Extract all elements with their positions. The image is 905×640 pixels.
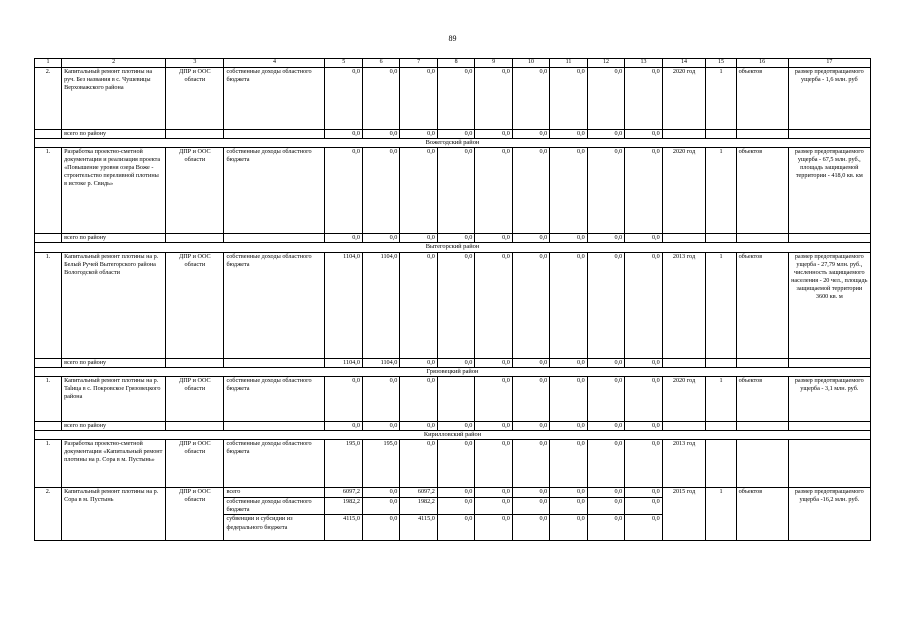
total-value: 0,0 [550,358,587,367]
funding-value: 0,0 [587,488,624,498]
funding-value: 0,0 [475,498,512,515]
cell-empty [224,358,325,367]
funding-value: 0,0 [475,440,512,488]
total-value: 0,0 [437,129,474,138]
funding-value: 0,0 [587,376,624,421]
funding-value: 0,0 [325,148,362,234]
total-value: 0,0 [437,234,474,243]
total-value: 1104,0 [362,358,399,367]
district-title: Вожегодский район [35,138,871,147]
cell-empty [224,129,325,138]
cell-empty [35,234,62,243]
funding-value: 0,0 [475,252,512,358]
expected-result: размер предотвращаемого ущерба - 67,5 млн. руб., площадь защищаемой территории - 418,0 кв. км [788,148,870,234]
funding-value: 0,0 [550,148,587,234]
funding-value: 0,0 [512,498,549,515]
total-label: всего по району [62,234,166,243]
row-number: 1. [35,440,62,488]
cell-empty [35,358,62,367]
object-unit: объектов [736,67,788,129]
object-unit: объектов [736,252,788,358]
total-value: 0,0 [475,421,512,430]
funding-source: собственные доходы областного бюджета [224,498,325,515]
funding-value: 0,0 [512,488,549,498]
funding-value: 4115,0 [325,515,362,541]
funding-value [437,376,474,421]
funding-value: 0,0 [512,515,549,541]
total-value: 0,0 [400,358,437,367]
cell-empty [35,421,62,430]
executor: ДПР и ООС области [166,440,224,488]
funding-value: 0,0 [400,148,437,234]
total-value: 0,0 [325,421,362,430]
funding-value: 0,0 [512,440,549,488]
funding-value: 0,0 [437,67,474,129]
funding-value: 0,0 [362,67,399,129]
executor: ДПР и ООС области [166,148,224,234]
funding-source: собственные доходы областного бюджета [224,440,325,488]
total-value: 0,0 [512,358,549,367]
funding-value: 0,0 [475,376,512,421]
total-value: 0,0 [512,234,549,243]
expected-result: размер предотвращаемого ущерба - 27,79 млн. руб., численность защищаемого населения - 20 чел., площадь защищаемой территории 3600 кв. м [788,252,870,358]
cell-empty [788,234,870,243]
object-unit: объектов [736,488,788,541]
object-count: 1 [706,67,736,129]
funding-value: 0,0 [475,67,512,129]
district-header-row [35,138,871,147]
funding-value: 0,0 [625,498,662,515]
funding-value: 0,0 [325,376,362,421]
cell-empty [736,234,788,243]
measure-name: Капитальный ремонт плотины на р. Сора в м. Пустынь [62,488,166,541]
column-number: 2 [62,59,166,68]
total-value: 0,0 [625,234,662,243]
measure-row [35,376,871,421]
row-number: 1. [35,252,62,358]
row-number: 2. [35,488,62,541]
total-label: всего по району [62,358,166,367]
measure-name: Капитальный ремонт плотины на руч. Без названия в с. Чушевицы Верховажского района [62,67,166,129]
total-value: 0,0 [587,234,624,243]
funding-value: 0,0 [362,515,399,541]
total-value: 0,0 [550,421,587,430]
cell-empty [788,129,870,138]
object-unit: объектов [736,376,788,421]
total-value: 0,0 [400,234,437,243]
total-value: 0,0 [362,129,399,138]
funding-value: 0,0 [550,376,587,421]
district-total-row [35,129,871,138]
column-number: 13 [625,59,662,68]
measure-name: Разработка проектно-сметной документации и реализация проекта «Повышение уровня озера Воже - строительство переливной плотины в истоке р. Свидь» [62,148,166,234]
column-number: 5 [325,59,362,68]
total-value: 0,0 [625,129,662,138]
funding-value: 0,0 [550,488,587,498]
funding-value: 0,0 [362,376,399,421]
funding-value: 0,0 [475,148,512,234]
object-count: 1 [706,148,736,234]
funding-value: 0,0 [587,498,624,515]
program-table [34,58,871,541]
funding-value: 0,0 [475,488,512,498]
funding-value: 0,0 [625,252,662,358]
funding-value: 0,0 [325,67,362,129]
total-value: 0,0 [437,421,474,430]
total-value: 0,0 [400,129,437,138]
cell-empty [662,421,706,430]
funding-value: 0,0 [625,515,662,541]
funding-value: 0,0 [587,515,624,541]
cell-empty [736,421,788,430]
expected-result: размер предотвращаемого ущерба -16,2 млн. руб. [788,488,870,541]
column-number: 10 [512,59,549,68]
funding-value: 0,0 [550,252,587,358]
district-total-row [35,421,871,430]
total-value: 0,0 [475,358,512,367]
measure-row [35,252,871,358]
funding-value: 0,0 [362,488,399,498]
total-label: всего по району [62,421,166,430]
funding-source: собственные доходы областного бюджета [224,148,325,234]
district-title: Вытегорский район [35,243,871,252]
district-title: Кирилловский район [35,431,871,440]
cell-empty [736,129,788,138]
cell-empty [706,234,736,243]
funding-value: 0,0 [587,440,624,488]
measure-row [35,148,871,234]
cell-empty [35,129,62,138]
total-label: всего по району [62,129,166,138]
district-header-row [35,367,871,376]
column-number: 6 [362,59,399,68]
district-total-row [35,358,871,367]
funding-value: 0,0 [512,252,549,358]
funding-value: 0,0 [625,376,662,421]
cell-empty [224,234,325,243]
measure-row [35,488,871,498]
total-value: 0,0 [550,129,587,138]
executor: ДПР и ООС области [166,488,224,541]
object-count [706,440,736,488]
column-number: 16 [736,59,788,68]
column-number: 1 [35,59,62,68]
funding-value: 0,0 [625,488,662,498]
cell-empty [662,234,706,243]
funding-value: 0,0 [625,67,662,129]
object-count: 1 [706,252,736,358]
measure-row [35,67,871,129]
funding-source: собственные доходы областного бюджета [224,252,325,358]
funding-value: 0,0 [400,67,437,129]
cell-empty [706,129,736,138]
funding-source: собственные доходы областного бюджета [224,376,325,421]
cell-empty [662,358,706,367]
total-value: 0,0 [475,129,512,138]
completion-year: 2013 год [662,252,706,358]
district-title: Грязовецкий район [35,367,871,376]
funding-value: 0,0 [625,440,662,488]
object-count: 1 [706,488,736,541]
district-total-row [35,234,871,243]
funding-value: 0,0 [437,252,474,358]
total-value: 0,0 [587,421,624,430]
funding-value: 0,0 [362,148,399,234]
funding-value: 0,0 [475,515,512,541]
column-number: 7 [400,59,437,68]
funding-value: 1982,2 [400,498,437,515]
cell-empty [736,358,788,367]
column-number: 8 [437,59,474,68]
expected-result: размер предотвращаемого ущерба - 3,1 млн. руб. [788,376,870,421]
measure-row [35,440,871,488]
row-number: 1. [35,148,62,234]
object-unit: объектов [736,148,788,234]
funding-value: 0,0 [437,498,474,515]
funding-value: 4115,0 [400,515,437,541]
funding-value: 195,0 [362,440,399,488]
completion-year: 2013 год [662,440,706,488]
funding-value: 0,0 [550,515,587,541]
funding-source: всего [224,488,325,498]
row-number: 1. [35,376,62,421]
total-value: 0,0 [400,421,437,430]
total-value: 0,0 [325,129,362,138]
total-value: 0,0 [362,421,399,430]
column-number: 15 [706,59,736,68]
funding-source: собственные доходы областного бюджета [224,67,325,129]
total-value: 0,0 [625,358,662,367]
funding-value: 0,0 [512,148,549,234]
funding-value: 0,0 [362,498,399,515]
funding-value: 0,0 [400,252,437,358]
column-number: 3 [166,59,224,68]
measure-name: Капитальный ремонт плотины на р. Talица в с. Покровское Грязовецкого района [62,376,166,421]
expected-result: размер предотвращаемого ущерба - 1,6 млн. руб [788,67,870,129]
expected-result [788,440,870,488]
funding-value: 0,0 [437,148,474,234]
row-number: 2. [35,67,62,129]
funding-value: 0,0 [550,498,587,515]
cell-empty [166,234,224,243]
cell-empty [706,421,736,430]
cell-empty [166,129,224,138]
total-value: 0,0 [325,234,362,243]
total-value: 0,0 [475,234,512,243]
district-header-row [35,243,871,252]
funding-value: 0,0 [587,252,624,358]
total-value: 1104,0 [325,358,362,367]
completion-year: 2020 год [662,148,706,234]
column-number-row [35,59,871,68]
funding-value: 0,0 [437,515,474,541]
executor: ДПР и ООС области [166,376,224,421]
cell-empty [788,358,870,367]
funding-value: 0,0 [587,148,624,234]
funding-value: 0,0 [437,440,474,488]
column-number: 17 [788,59,870,68]
column-number: 14 [662,59,706,68]
object-count: 1 [706,376,736,421]
executor: ДПР и ООС области [166,67,224,129]
funding-value: 0,0 [400,376,437,421]
funding-source: субвенции и субсидии из федерального бюджета [224,515,325,541]
cell-empty [224,421,325,430]
funding-value: 0,0 [512,376,549,421]
completion-year: 2015 год [662,488,706,541]
total-value: 0,0 [587,358,624,367]
funding-value: 0,0 [625,148,662,234]
column-number: 11 [550,59,587,68]
cell-empty [662,129,706,138]
total-value: 0,0 [362,234,399,243]
total-value: 0,0 [512,421,549,430]
column-number: 9 [475,59,512,68]
cell-empty [706,358,736,367]
funding-value: 1104,0 [362,252,399,358]
measure-name: Капитальный ремонт плотины на р. Белый Ручей Вытегорского района Вологодской области [62,252,166,358]
column-number: 4 [224,59,325,68]
total-value: 0,0 [512,129,549,138]
funding-value: 0,0 [550,440,587,488]
district-header-row [35,431,871,440]
funding-value: 0,0 [512,67,549,129]
total-value: 0,0 [550,234,587,243]
funding-value: 195,0 [325,440,362,488]
funding-value: 0,0 [550,67,587,129]
measure-name: Разработка проектно-сметной документации «Капитальный ремонт плотины на р. Сора в м. Пустынь» [62,440,166,488]
funding-value: 6097,2 [325,488,362,498]
funding-value: 6097,2 [400,488,437,498]
cell-empty [788,421,870,430]
funding-value: 0,0 [400,440,437,488]
completion-year: 2020 год [662,67,706,129]
funding-value: 0,0 [437,488,474,498]
funding-value: 1982,2 [325,498,362,515]
funding-value: 1104,0 [325,252,362,358]
cell-empty [166,358,224,367]
completion-year: 2020 год [662,376,706,421]
object-unit [736,440,788,488]
total-value: 0,0 [587,129,624,138]
total-value: 0,0 [437,358,474,367]
executor: ДПР и ООС области [166,252,224,358]
column-number: 12 [587,59,624,68]
funding-value: 0,0 [587,67,624,129]
total-value: 0,0 [625,421,662,430]
cell-empty [166,421,224,430]
page-number: 89 [448,34,457,43]
